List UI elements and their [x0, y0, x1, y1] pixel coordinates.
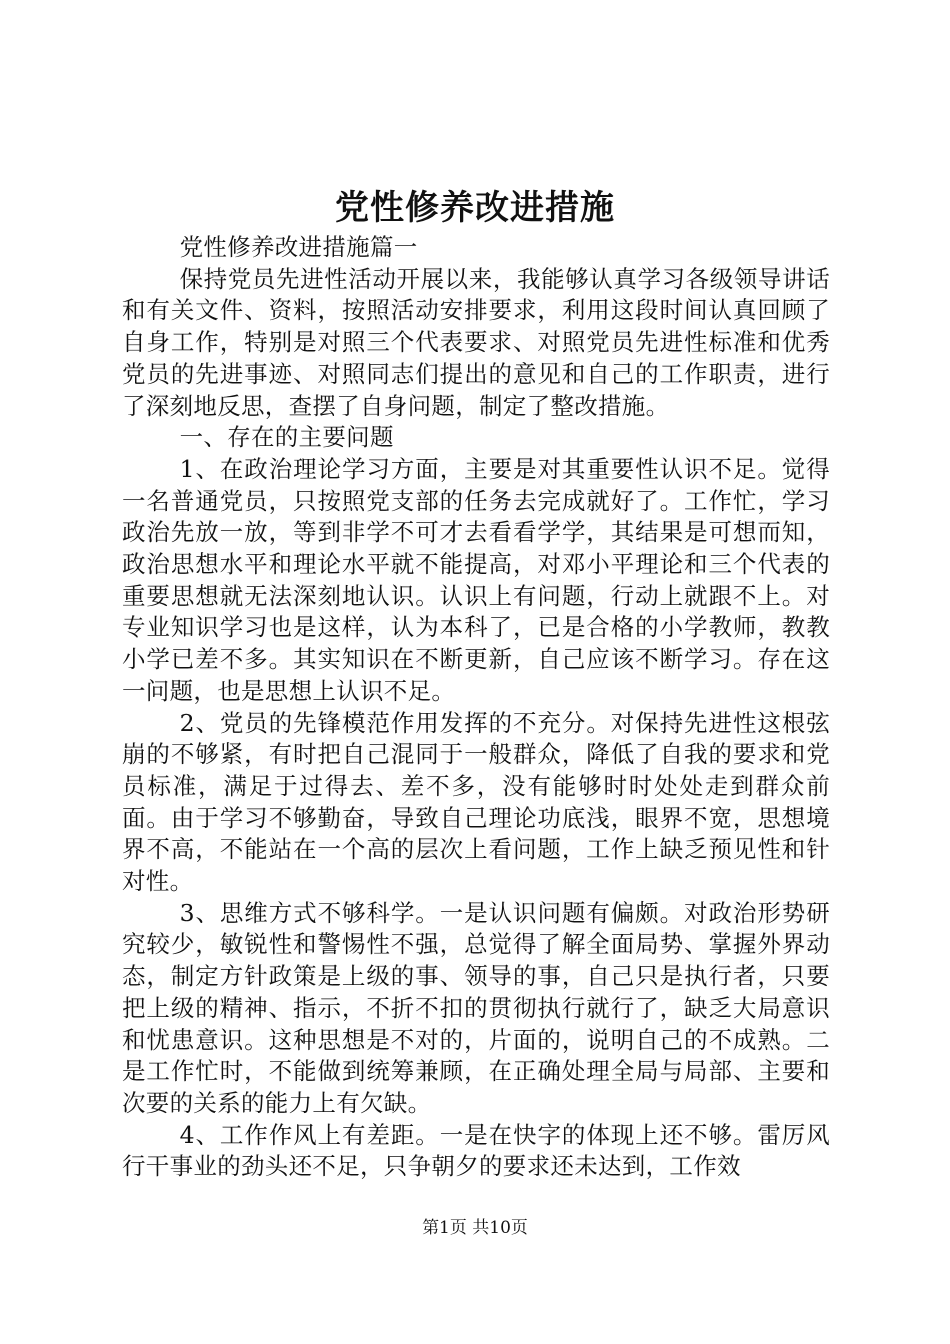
problem-paragraph-3: 3、思维方式不够科学。一是认识问题有偏颇。对政治形势研究较少，敏锐性和警惕性不强，总觉得了解全面局势、掌握外界动态，制定方针政策是上级的事、领导的事，自己只是执行者，只要把上级的精神、指示，不折不扣的贯彻执行就行了，缺乏大局意识和忧患意识。这种思想是不对的，片面的，说明自己的不成熟。二是工作忙时，不能做到统筹兼顾，在正确处理全局与局部、主要和次要的关系的能力上有欠缺。: [122, 898, 830, 1117]
problems-heading: 一、存在的主要问题: [179, 423, 394, 452]
intro-paragraph: 保持党员先进性活动开展以来，我能够认真学习各级领导讲话和有关文件、资料，按照活动安排要求，利用这段时间认真回顾了自身工作，特别是对照三个代表要求、对照党员先进性标准和优秀党员的先进事迹、对照同志们提出的意见和自己的工作职责，进行了深刻地反思，查摆了自身问题，制定了整改措施。: [122, 264, 830, 420]
problem-paragraph-4: 4、工作作风上有差距。一是在快字的体现上还不够。雷厉风行干事业的劲头还不足，只争朝夕的要求还未达到，工作效: [122, 1120, 830, 1181]
problem-paragraph-1: 1、在政治理论学习方面，主要是对其重要性认识不足。觉得一名普通党员，只按照党支部的任务去完成就好了。工作忙，学习政治先放一放，等到非学不可才去看看学学，其结果是可想而知，政治思想水平和理论水平就不能提高，对邓小平理论和三个代表的重要思想就无法深刻地认识。认识上有问题，行动上就跟不上。对专业知识学习也是这样，认为本科了，已是合格的小学教师，教教小学已差不多。其实知识在不断更新，自己应该不断学习。存在这一问题，也是思想上认识不足。: [122, 454, 830, 705]
page-footer: 第1页 共10页: [422, 1218, 528, 1238]
document-body: [122, 232, 830, 1183]
section-heading: 党性修养改进措施篇一: [179, 233, 418, 261]
document-title: 党性修养改进措施: [335, 188, 615, 228]
problem-paragraph-2: 2、党员的先锋模范作用发挥的不充分。对保持先进性这根弦崩的不够紧，有时把自己混同于一般群众，降低了自我的要求和党员标准，满足于过得去、差不多，没有能够时时处处走到群众前面。由于学习不够勤奋，导致自己理论功底浅，眼界不宽，思想境界不高，不能站在一个高的层次上看问题，工作上缺乏预见性和针对性。: [122, 708, 830, 896]
